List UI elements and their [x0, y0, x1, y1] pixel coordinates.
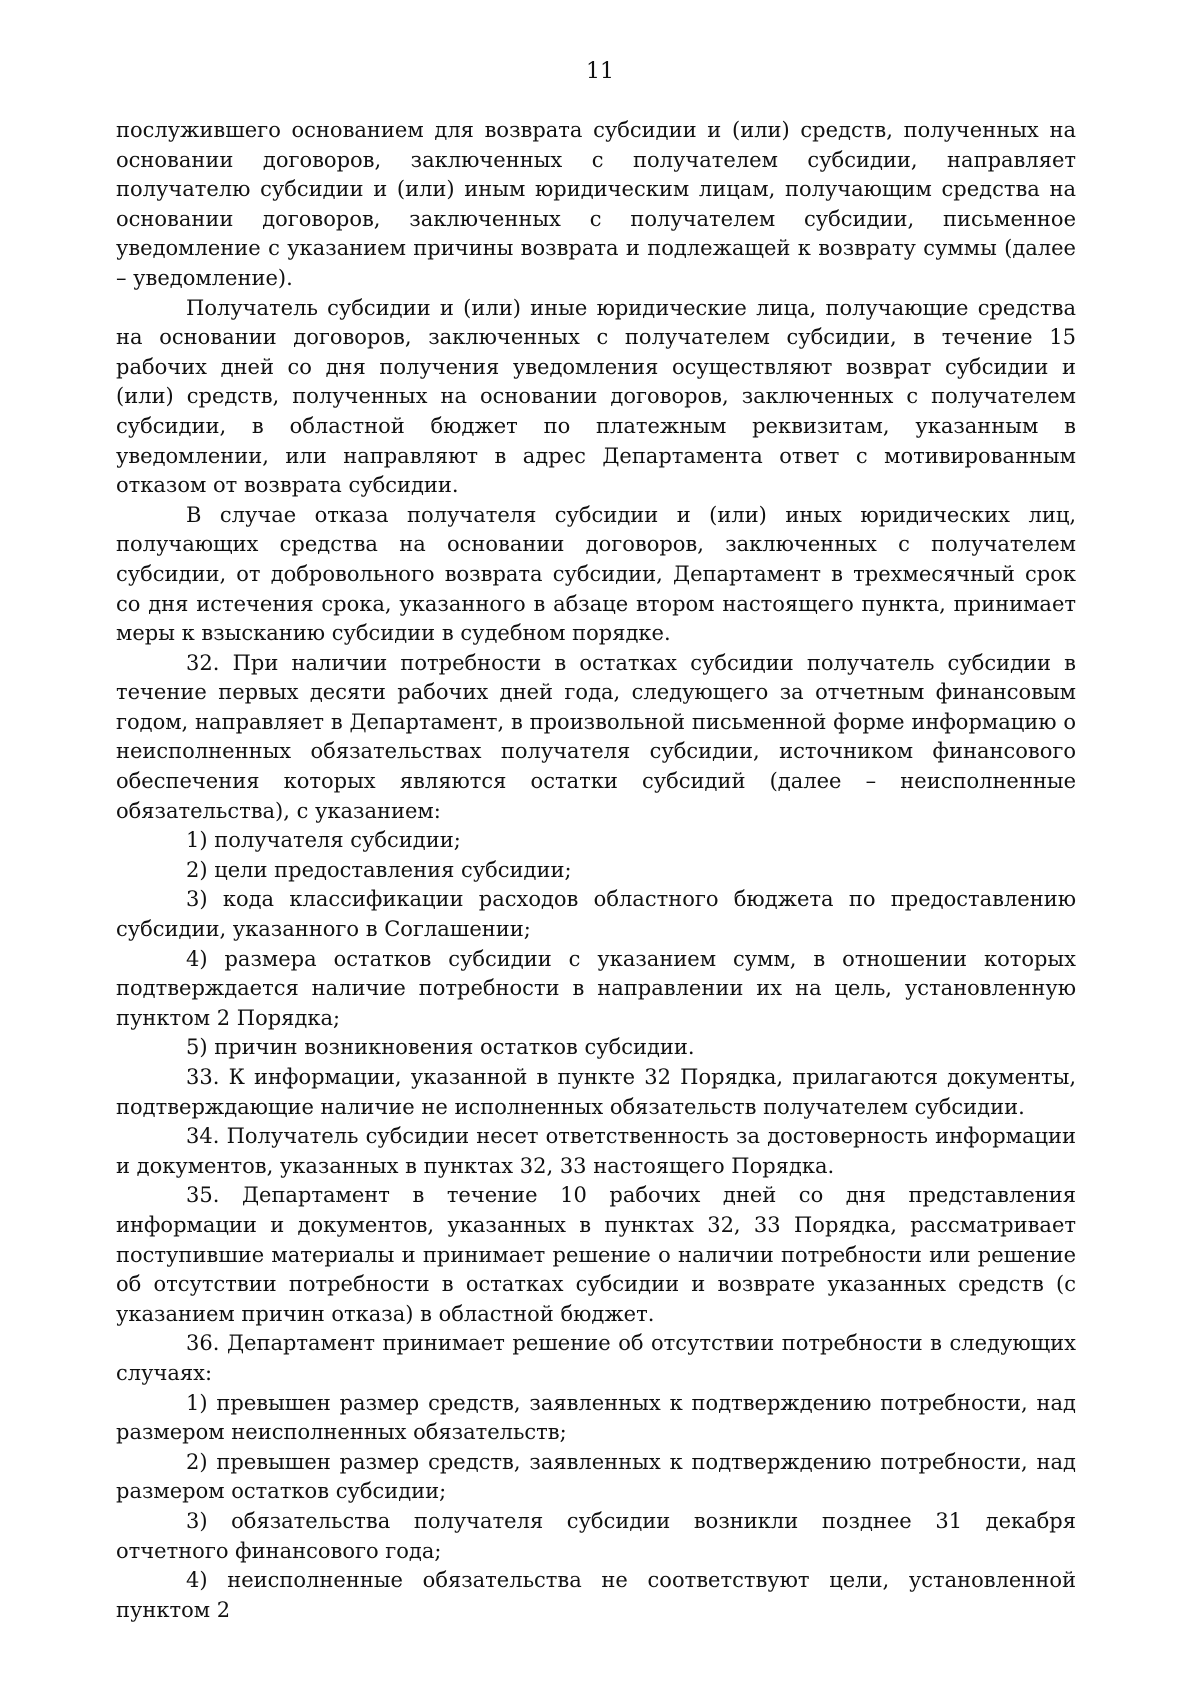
page-number: 11 — [586, 59, 614, 84]
paragraph: 33. К информации, указанной в пункте 32 Порядка, прилагаются документы, подтверждающие наличие не исполненных обязательств получателем субсидии. — [116, 1065, 1076, 1119]
list-item: 2) цели предоставления субсидии; — [186, 857, 572, 882]
list-item: 1) получателя субсидии; — [186, 828, 461, 853]
list-item: 3) обязательства получателя субсидии возникли позднее 31 декабря отчетного финансового года; — [116, 1508, 1076, 1563]
paragraph: Получатель субсидии и (или) иные юридические лица, получающие средства на основании договоров, заключенных с получателем субсидии, в течение 15 рабочих дней со дня получения уведомления осуществляют возврат субсидии и (или) средств, полученных на основании договоров, заключенных с получателем субсидии, в областной бюджет по платежным реквизитам, указанным в уведомлении, или направляют в адрес Департамента ответ с мотивированным отказом от возврата субсидии. — [116, 295, 1076, 498]
list-item: 2) превышен размер средств, заявленных к подтверждению потребности, над размером остатков субсидии; — [116, 1449, 1076, 1504]
paragraph: послужившего основанием для возврата субсидии и (или) средств, полученных на основании договоров, заключенных с получателем субсидии, направляет получателю субсидии и (или) иным юридическим лицам, получающим средства на основании договоров, заключенных с получателем субсидии, письменное уведомление с указанием причины возврата и подлежащей к возврату суммы (далее – уведомление). — [116, 118, 1076, 290]
paragraph: 34. Получатель субсидии несет ответственность за достоверность информации и документов, указанных в пунктах 32, 33 настоящего Порядка. — [116, 1124, 1076, 1178]
document-body — [116, 116, 1076, 1625]
list-item: 1) превышен размер средств, заявленных к подтверждению потребности, над размером неисполненных обязательств; — [116, 1390, 1076, 1445]
list-item: 4) неисполненные обязательства не соответствуют цели, установленной пунктом 2 — [116, 1568, 1076, 1622]
paragraph: 36. Департамент принимает решение об отсутствии потребности в следующих случаях: — [116, 1331, 1076, 1385]
paragraph: В случае отказа получателя субсидии и (или) иных юридических лиц, получающих средства на основании договоров, заключенных с получателем субсидии, от добровольного возврата субсидии, Департамент в трехмесячный срок со дня истечения срока, указанного в абзаце втором настоящего пункта, принимает меры к взысканию субсидии в судебном порядке. — [116, 502, 1076, 646]
paragraph: 32. При наличии потребности в остатках субсидии получатель субсидии в течение первых десяти рабочих дней года, следующего за отчетным финансовым годом, направляет в Департамент, в произвольной письменной форме информацию о неисполненных обязательствах получателя субсидии, источником финансового обеспечения которых являются остатки субсидий (далее – неисполненные обязательства), с указанием: — [116, 650, 1076, 823]
list-item: 3) кода классификации расходов областного бюджета по предоставлению субсидии, указанного в Соглашении; — [116, 887, 1076, 942]
list-item: 4) размера остатков субсидии с указанием сумм, в отношении которых подтверждается наличие потребности в направлении их на цель, установленную пунктом 2 Порядка; — [116, 946, 1076, 1030]
list-item: 5) причин возникновения остатков субсидии. — [186, 1035, 695, 1060]
paragraph: 35. Департамент в течение 10 рабочих дней со дня представления информации и документов, указанных в пунктах 32, 33 Порядка, рассматривает поступившие материалы и принимает решение о наличии потребности или решение об отсутствии потребности в остатках субсидии и возврате указанных средств (с указанием причин отказа) в областной бюджет. — [116, 1183, 1076, 1326]
